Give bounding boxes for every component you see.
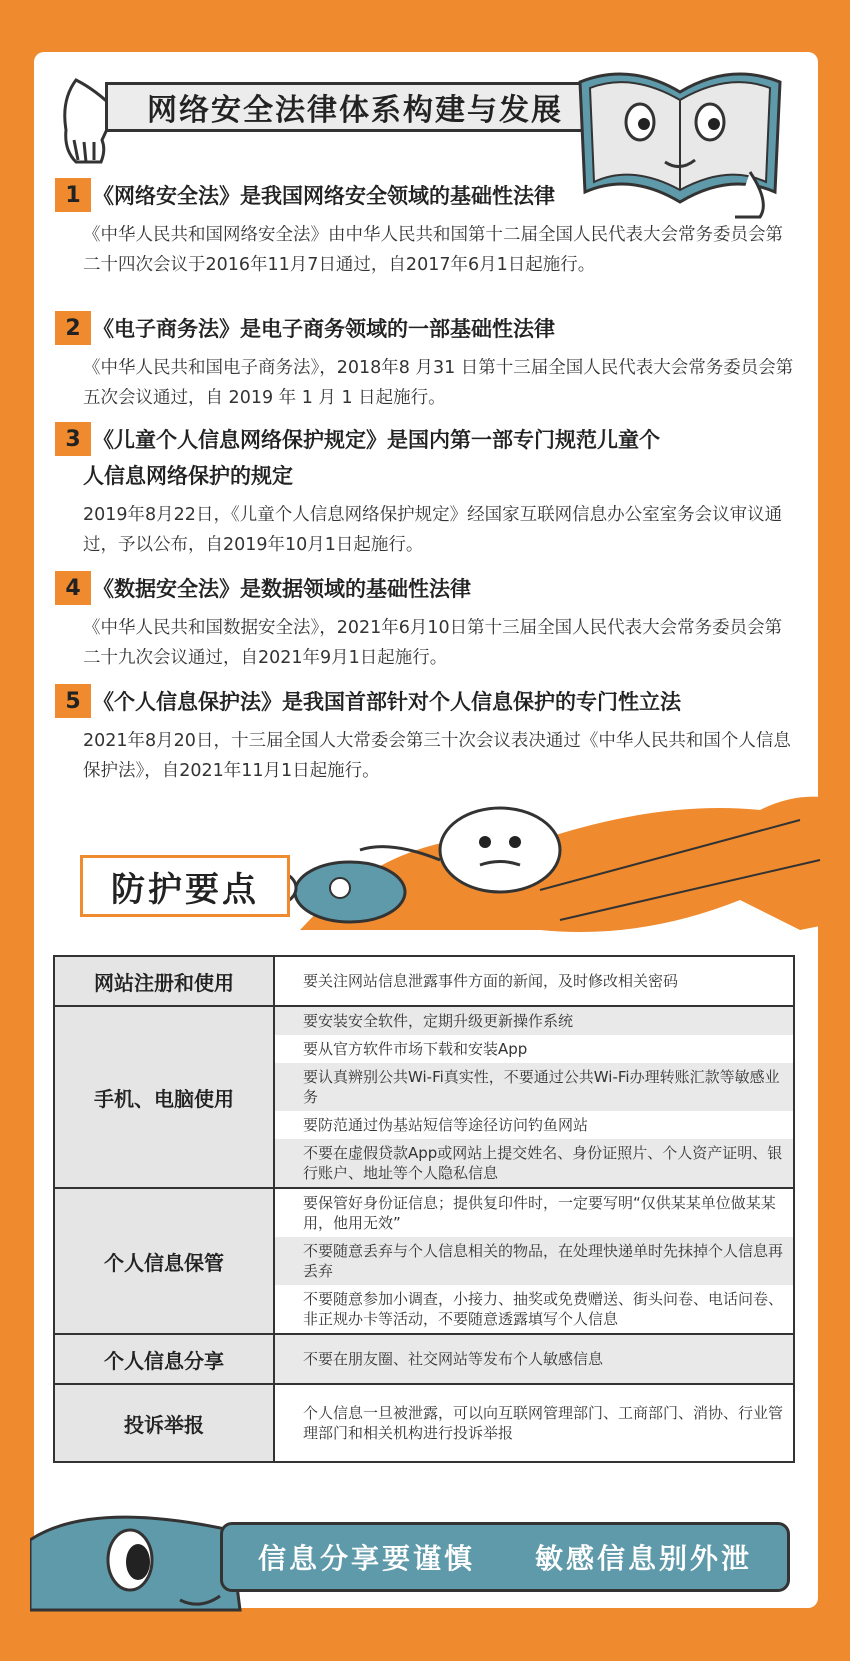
table-row (55, 1335, 793, 1385)
tip-item: 要认真辨别公共Wi-Fi真实性，不要通过公共Wi-Fi办理转账汇款等敏感业务 (275, 1063, 793, 1111)
section-body: 《中华人民共和国网络安全法》由中华人民共和国第十二届全国人民代表大会常务委员会第二十四次会议于2016年11月7日通过，自2017年6月1日起施行。 (83, 225, 783, 275)
protection-title-box (80, 855, 290, 917)
table-row (55, 1385, 793, 1461)
section-number: 3 (55, 422, 91, 456)
category-cell: 投诉举报 (55, 1385, 275, 1461)
slogan-right: 敏感信息别外泄 (535, 1542, 753, 1575)
slogan-box (220, 1522, 790, 1592)
title-banner (55, 76, 600, 136)
mascot-face-illustration (30, 1500, 250, 1620)
section-title: 《儿童个人信息网络保护规定》是国内第一部专门规范儿童个 (93, 428, 660, 452)
section-number: 4 (55, 571, 91, 605)
category-cell: 网站注册和使用 (55, 957, 275, 1005)
section-body: 《中华人民共和国电子商务法》，2018年8 月31 日第十三届全国人民代表大会常务委员会第五次会议通过，自 2019 年 1 月 1 日起施行。 (83, 358, 794, 408)
tip-item: 要关注网站信息泄露事件方面的新闻，及时修改相关密码 (303, 972, 679, 990)
law-section-2 (55, 311, 795, 413)
law-section-1 (55, 178, 795, 280)
tip-item: 不要随意丢弃与个人信息相关的物品，在处理快递单时先抹掉个人信息再丢弃 (275, 1237, 793, 1285)
bottom-banner (0, 1500, 850, 1661)
table-row (55, 1007, 793, 1189)
law-section-3 (55, 422, 795, 560)
tip-item: 要保管好身份证信息；提供复印件时，一定要写明“仅供某某单位做某某用，他用无效” (303, 1194, 776, 1232)
section-body: 2021年8月20日，十三届全国人大常委会第三十次会议表决通过《中华人民共和国个人信息保护法》，自2021年11月1日起施行。 (83, 731, 791, 781)
title-box (105, 82, 605, 132)
law-section-4 (55, 571, 795, 673)
table-row (55, 957, 793, 1007)
law-section-5 (55, 684, 795, 786)
section-title: 《网络安全法》是我国网络安全领域的基础性法律 (93, 184, 555, 208)
section-body: 《中华人民共和国数据安全法》，2021年6月10日第十三届全国人民代表大会常务委员会第二十九次会议通过，自2021年9月1日起施行。 (83, 618, 783, 668)
section-number: 2 (55, 311, 91, 345)
tip-item: 要安装安全软件，定期升级更新操作系统 (275, 1007, 793, 1035)
tip-item: 要从官方软件市场下载和安装App (303, 1040, 528, 1058)
page-title: 网络安全法律体系构建与发展 (147, 93, 563, 128)
slogan-left: 信息分享要谨慎 (257, 1542, 475, 1575)
protection-title: 防护要点 (111, 869, 259, 910)
section-title: 《数据安全法》是数据领域的基础性法律 (93, 577, 471, 601)
section-title: 《电子商务法》是电子商务领域的一部基础性法律 (93, 317, 555, 341)
tip-item: 个人信息一旦被泄露，可以向互联网管理部门、工商部门、消协、行业管理部门和相关机构进行投诉举报 (303, 1404, 784, 1442)
category-cell: 个人信息分享 (55, 1335, 275, 1383)
tip-item: 要防范通过伪基站短信等途径访问钓鱼网站 (303, 1116, 589, 1134)
category-cell: 个人信息保管 (55, 1189, 275, 1333)
protection-table (53, 955, 795, 1463)
category-cell: 手机、电脑使用 (55, 1007, 275, 1187)
tip-item: 不要在虚假贷款App或网站上提交姓名、身份证照片、个人资产证明、银行账户、地址等个人隐私信息 (275, 1139, 793, 1187)
table-row (55, 1189, 793, 1335)
cartoon-scene-illustration (240, 780, 850, 960)
section-title: 《个人信息保护法》是我国首部针对个人信息保护的专门性立法 (93, 690, 681, 714)
section-number: 5 (55, 684, 91, 718)
section-body: 2019年8月22日，《儿童个人信息网络保护规定》经国家互联网信息办公室室务会议审议通过，予以公布，自2019年10月1日起施行。 (83, 505, 783, 555)
section-number: 1 (55, 178, 91, 212)
tip-item: 不要在朋友圈、社交网站等发布个人敏感信息 (275, 1335, 793, 1383)
tip-item: 不要随意参加小调查，小接力、抽奖或免费赠送、街头问卷、电话问卷、非正规办卡等活动，不要随意透露填写个人信息 (303, 1290, 784, 1328)
section-title-line2: 人信息网络保护的规定 (83, 464, 293, 488)
